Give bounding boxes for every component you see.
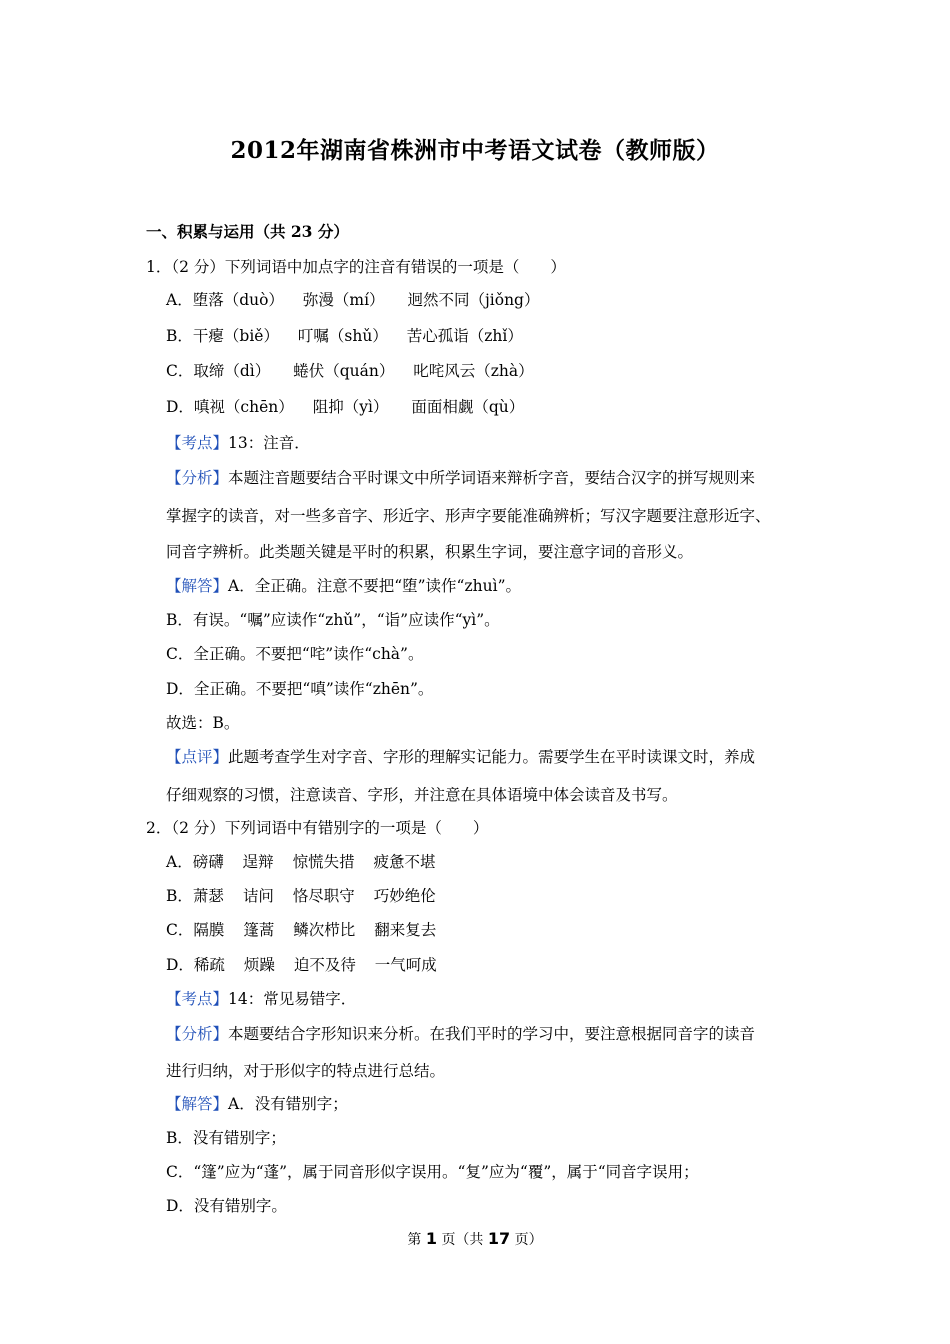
footer-text: 第	[407, 1232, 422, 1248]
jieda-tag: 【解答】	[166, 1095, 229, 1113]
kaodian-tag: 【考点】	[166, 990, 229, 1008]
option-word: A．磅礴	[166, 853, 224, 871]
q1-dianping	[166, 747, 755, 767]
option-word: 烦躁	[243, 956, 275, 974]
q1-option-c	[166, 361, 534, 381]
footer-text: 页（共	[441, 1232, 484, 1248]
option-word: 恪尽职守	[292, 887, 355, 905]
option-word: 篷蒿	[243, 921, 275, 939]
option-word: 巧妙绝伦	[373, 887, 436, 905]
q2-option-c	[166, 920, 436, 940]
section-heading: 一、积累与运用（共 23 分）	[146, 222, 349, 241]
q2-jieda	[166, 1094, 348, 1114]
fenxi-text: 本题注音题要结合平时课文中所学词语来辩析字音，要结合汉字的拼写规则来	[228, 469, 756, 487]
option-word: 疲惫不堪	[373, 853, 436, 871]
question-2-stem: 2．（2 分）下列词语中有错别字的一项是（ ）	[146, 819, 489, 837]
option-word: 叱咤风云（zhà）	[413, 362, 534, 380]
kaodian-text: 13：注音．	[228, 434, 310, 452]
option-word: 阻抑（yì）	[312, 398, 389, 416]
option-word: C．隔膜	[166, 921, 225, 939]
q1-answer: 故选：B。	[166, 714, 240, 732]
q2-kaodian	[166, 989, 356, 1009]
fenxi-text: 本题要结合字形知识来分析。在我们平时的学习中，要注意根据同音字的读音	[228, 1025, 756, 1043]
option-word: 逞辩	[242, 853, 274, 871]
option-word: 鳞次栉比	[293, 921, 356, 939]
q1-option-d	[166, 397, 524, 417]
jieda-text: A．全正确。注意不要把“堕”读作“zhuì”。	[228, 577, 521, 595]
option-word: 面面相觑（qù）	[411, 398, 525, 416]
option-word: 弥漫（mí）	[302, 291, 385, 309]
q2-option-b	[166, 886, 436, 906]
option-word: 叮嘱（shǔ）	[297, 327, 388, 345]
q2-jieda-d: D．没有错别字。	[166, 1197, 287, 1215]
option-word: D．稀疏	[166, 956, 225, 974]
q1-jieda-d: D．全正确。不要把“嗔”读作“zhēn”。	[166, 680, 434, 698]
option-word: 诘问	[242, 887, 274, 905]
option-word: 蜷伏（quán）	[293, 362, 395, 380]
option-word: 惊慌失措	[292, 853, 355, 871]
kaodian-text: 14：常见易错字．	[228, 990, 357, 1008]
dianping-text: 此题考查学生对字音、字形的理解实记能力。需要学生在平时读课文时，养成	[228, 748, 756, 766]
question-1-stem: 1．（2 分）下列词语中加点字的注音有错误的一项是（ ）	[146, 258, 566, 276]
q1-fenxi-line3: 同音字辨析。此类题关键是平时的积累，积累生字词，要注意字词的音形义。	[166, 543, 694, 561]
option-word: 翻来复去	[374, 921, 437, 939]
option-word: 迫不及待	[293, 956, 356, 974]
option-word: A．堕落（duò）	[166, 291, 284, 309]
q1-option-a	[166, 290, 539, 310]
q1-jieda-b: B．有误。“嘱”应读作“zhǔ”，“诣”应读作“yì”。	[166, 611, 500, 629]
document-title: 2012年湖南省株洲市中考语文试卷（教师版）	[230, 137, 720, 164]
q2-jieda-c: C．“篷”应为“蓬”，属于同音形似字误用。“复”应为“覆”，属于“同音字误用；	[166, 1163, 699, 1181]
q1-fenxi-line2: 掌握字的读音，对一些多音字、形近字、形声字要能准确辨析；写汉字题要注意形近字、	[166, 507, 771, 525]
dianping-tag: 【点评】	[166, 748, 229, 766]
q2-option-d	[166, 955, 437, 975]
option-word: B．干瘪（biě）	[166, 327, 279, 345]
q2-fenxi	[166, 1024, 755, 1044]
footer-text: 页）	[514, 1232, 543, 1248]
q1-jieda	[166, 576, 521, 596]
q1-dianping-line2: 仔细观察的习惯，注意读音、字形，并注意在具体语境中体会读音及书写。	[166, 786, 678, 804]
option-word: C．取缔（dì）	[166, 362, 271, 380]
option-word: 苦心孤诣（zhǐ）	[406, 327, 523, 345]
page-footer	[0, 1229, 950, 1249]
kaodian-tag: 【考点】	[166, 434, 229, 452]
jieda-tag: 【解答】	[166, 577, 229, 595]
q2-fenxi-line2: 进行归纳，对于形似字的特点进行总结。	[166, 1062, 446, 1080]
jieda-text: A．没有错别字；	[228, 1095, 348, 1113]
option-word: 一气呵成	[374, 956, 437, 974]
option-word: 迥然不同（jiǒng）	[407, 291, 540, 309]
option-word: D．嗔视（chēn）	[166, 398, 294, 416]
q1-kaodian	[166, 433, 310, 453]
total-pages: 17	[487, 1229, 511, 1248]
fenxi-tag: 【分析】	[166, 1025, 229, 1043]
q1-jieda-c: C．全正确。不要把“咤”读作“chà”。	[166, 645, 424, 663]
page-number: 1	[425, 1229, 437, 1248]
q1-fenxi	[166, 468, 755, 488]
fenxi-tag: 【分析】	[166, 469, 229, 487]
q2-jieda-b: B．没有错别字；	[166, 1129, 286, 1147]
option-word: B．萧瑟	[166, 887, 224, 905]
q2-option-a	[166, 852, 436, 872]
q1-option-b	[166, 326, 523, 346]
